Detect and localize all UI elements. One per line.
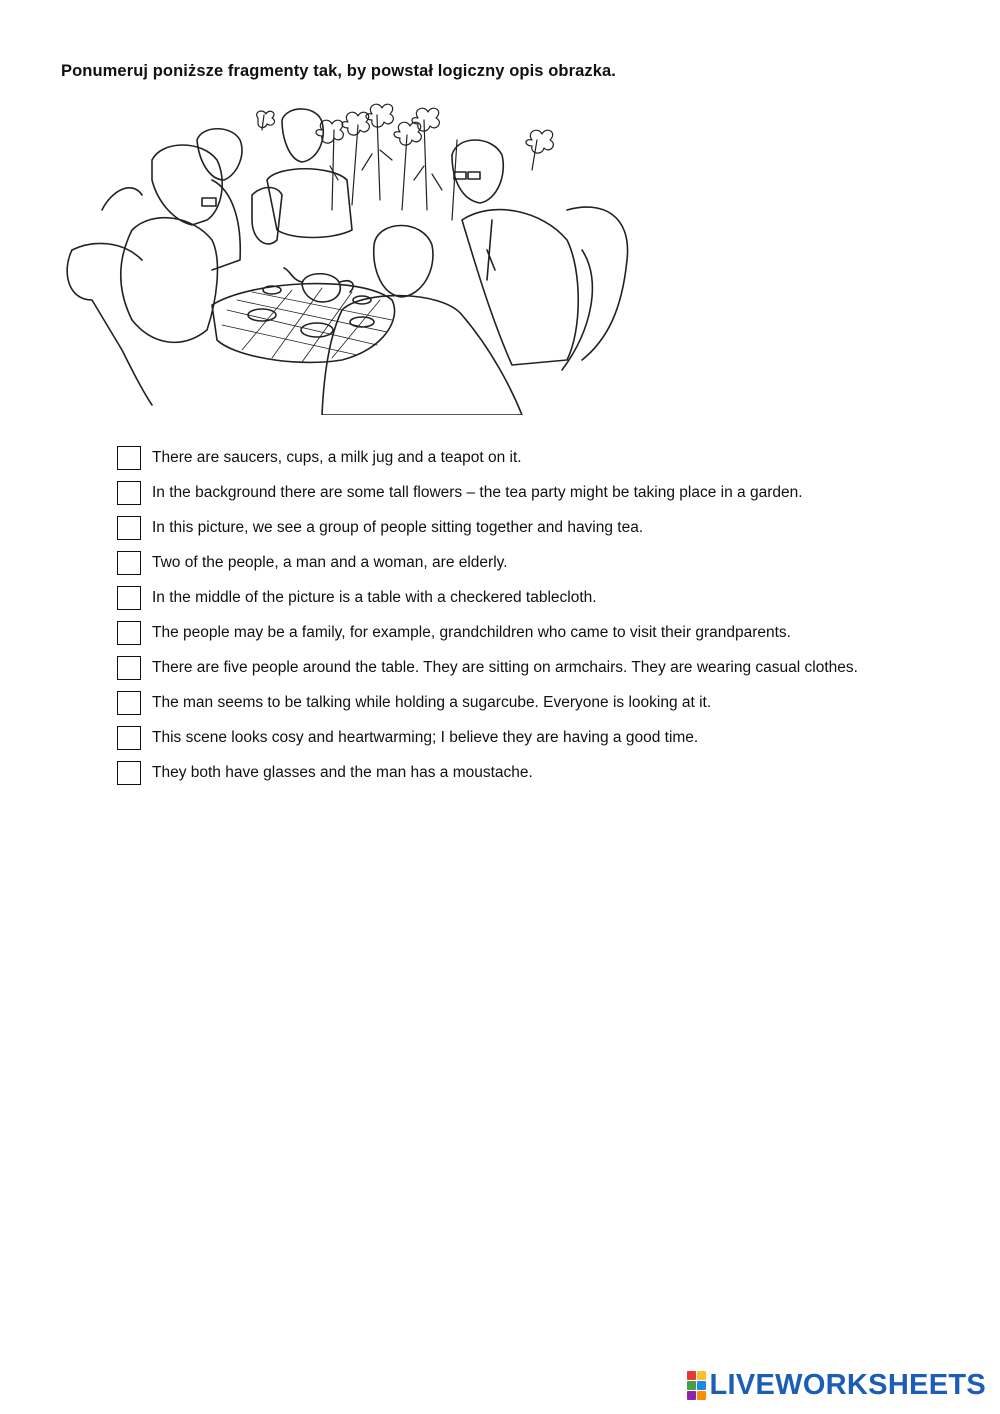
item-text: They both have glasses and the man has a moustache. — [152, 763, 533, 781]
item-text: There are saucers, cups, a milk jug and a teapot on it. — [152, 448, 522, 466]
item-text: There are five people around the table. They are sitting on armchairs. They are wearing casual clothes. — [152, 658, 858, 676]
sentence-list — [117, 440, 977, 790]
logo-tile — [687, 1371, 696, 1380]
logo-tile — [697, 1381, 706, 1390]
number-checkbox-7[interactable] — [117, 656, 141, 680]
list-item — [117, 755, 977, 790]
number-checkbox-8[interactable] — [117, 691, 141, 715]
number-checkbox-6[interactable] — [117, 621, 141, 645]
number-checkbox-10[interactable] — [117, 761, 141, 785]
number-checkbox-9[interactable] — [117, 726, 141, 750]
list-item — [117, 580, 977, 615]
logo-tile — [697, 1391, 706, 1400]
logo-tile — [697, 1371, 706, 1380]
liveworksheets-logo-icon — [687, 1371, 706, 1400]
item-text: This scene looks cosy and heartwarming; I believe they are having a good time. — [152, 728, 699, 746]
number-checkbox-3[interactable] — [117, 516, 141, 540]
item-text: In this picture, we see a group of people sitting together and having tea. — [152, 518, 644, 536]
list-item — [117, 685, 977, 720]
number-checkbox-2[interactable] — [117, 481, 141, 505]
list-item — [117, 545, 977, 580]
instruction-heading: Ponumeruj poniższe fragmenty tak, by powstał logiczny opis obrazka. — [61, 62, 616, 80]
number-checkbox-1[interactable] — [117, 446, 141, 470]
item-text: In the background there are some tall flowers – the tea party might be taking place in a garden. — [152, 483, 803, 501]
item-text: In the middle of the picture is a table with a checkered tablecloth. — [152, 588, 597, 606]
number-checkbox-4[interactable] — [117, 551, 141, 575]
item-text: The man seems to be talking while holding a sugarcube. Everyone is looking at it. — [152, 693, 712, 711]
liveworksheets-brand[interactable] — [687, 1369, 987, 1402]
item-text: The people may be a family, for example, grandchildren who came to visit their grandparents. — [152, 623, 791, 641]
logo-tile — [687, 1391, 696, 1400]
tea-party-illustration — [62, 100, 637, 415]
list-item — [117, 440, 977, 475]
list-item — [117, 615, 977, 650]
logo-tile — [687, 1381, 696, 1390]
number-checkbox-5[interactable] — [117, 586, 141, 610]
list-item — [117, 475, 977, 510]
list-item — [117, 720, 977, 755]
item-text: Two of the people, a man and a woman, are elderly. — [152, 553, 508, 571]
list-item — [117, 650, 977, 685]
list-item — [117, 510, 977, 545]
brand-name: LIVEWORKSHEETS — [709, 1369, 986, 1401]
